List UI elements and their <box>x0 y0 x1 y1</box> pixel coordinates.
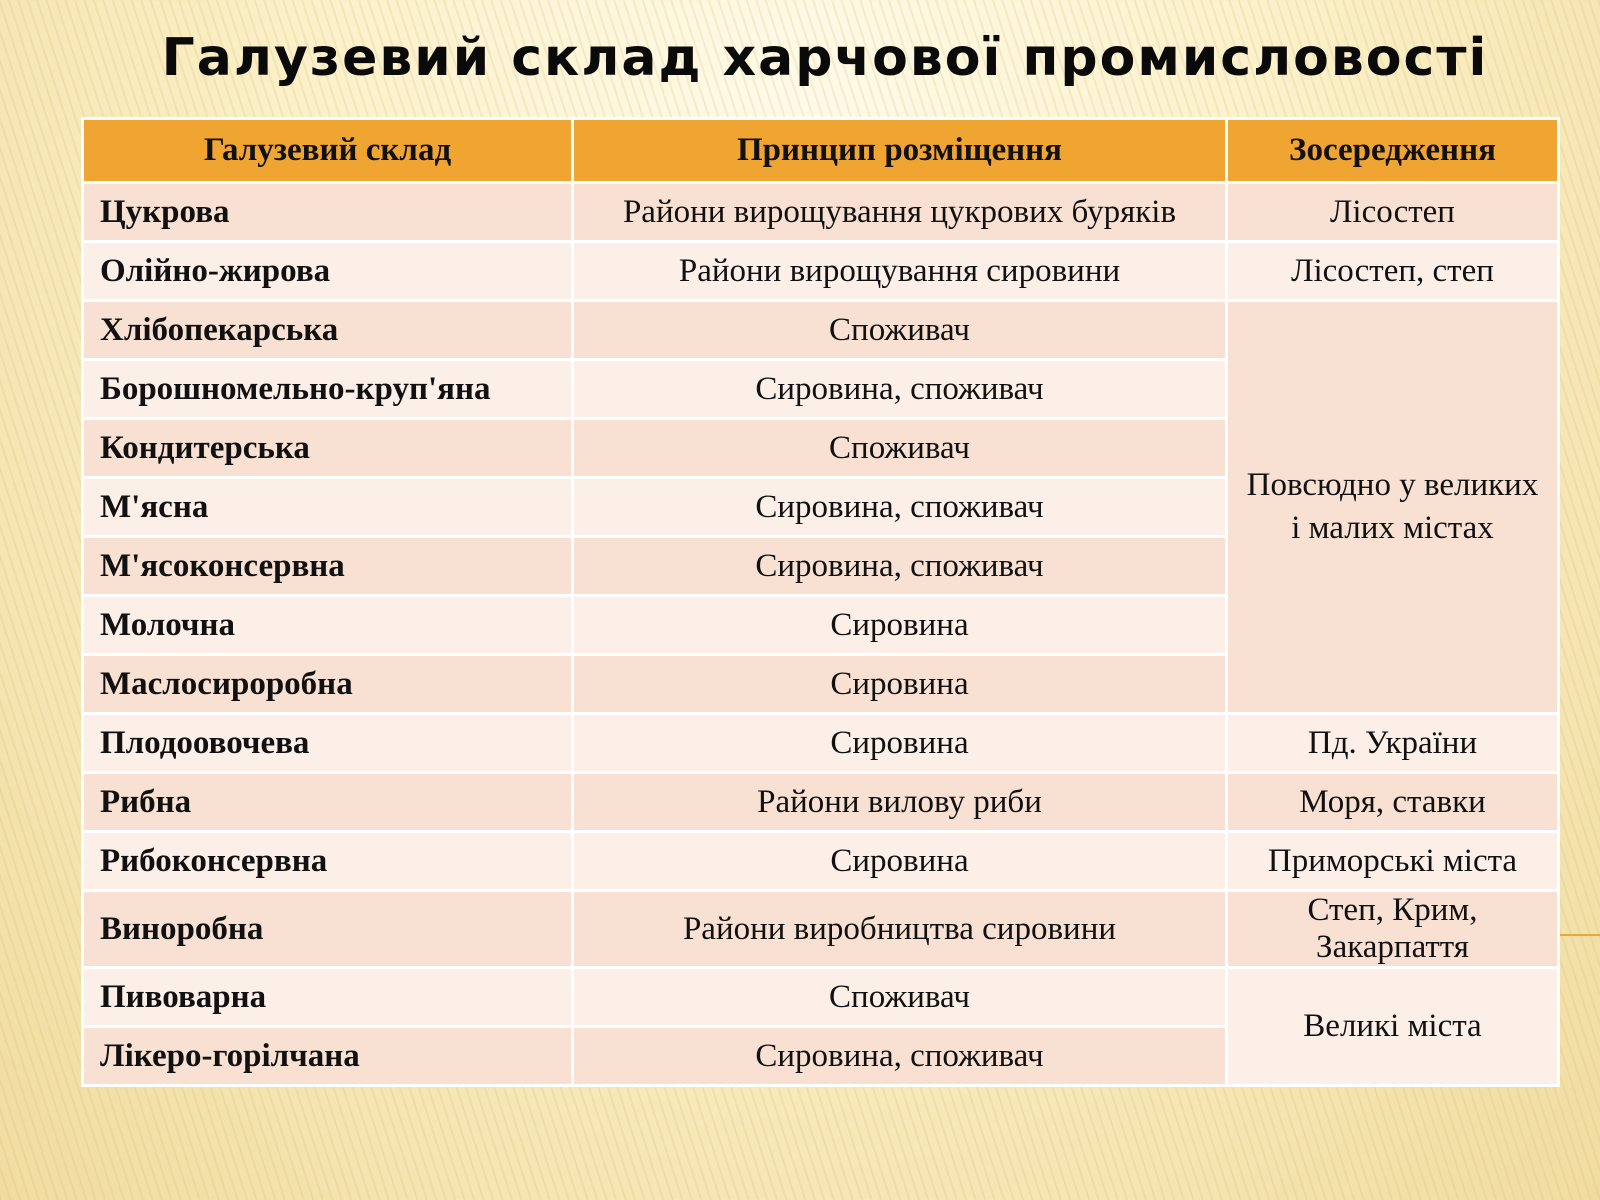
branch-cell: Олійно-жирова <box>83 242 573 301</box>
principle-cell: Сировина, споживач <box>573 478 1227 537</box>
branch-cell: Плодоовочева <box>83 714 573 773</box>
principle-cell: Райони вирощування сировини <box>573 242 1227 301</box>
table-header-row <box>83 119 1559 183</box>
principle-cell: Райони вирощування цукрових буряків <box>573 183 1227 242</box>
concentration-cell: Приморські міста <box>1227 832 1559 891</box>
slide-title: Галузевий склад харчової промисловості <box>161 28 1489 88</box>
concentration-cell-merged: Повсюдно у великих і малих містах <box>1227 301 1559 714</box>
branch-cell: Кондитерська <box>83 419 573 478</box>
principle-cell: Сировина, споживач <box>573 537 1227 596</box>
principle-cell: Сировина <box>573 596 1227 655</box>
principle-cell: Сировина, споживач <box>573 1027 1227 1086</box>
principle-cell: Сировина <box>573 655 1227 714</box>
accent-line <box>1556 934 1600 936</box>
principle-cell: Сировина <box>573 832 1227 891</box>
branch-cell: Виноробна <box>83 891 573 968</box>
table-row <box>83 968 1559 1027</box>
header-concentration: Зосередження <box>1227 119 1559 183</box>
branch-cell: М'ясна <box>83 478 573 537</box>
table-row <box>83 301 1559 360</box>
table-row <box>83 714 1559 773</box>
header-branch: Галузевий склад <box>83 119 573 183</box>
branch-cell: Цукрова <box>83 183 573 242</box>
branch-cell: Хлібопекарська <box>83 301 573 360</box>
table-row <box>83 832 1559 891</box>
principle-cell: Сировина, споживач <box>573 360 1227 419</box>
concentration-cell: Степ, Крим, Закарпаття <box>1227 891 1559 968</box>
branch-cell: Молочна <box>83 596 573 655</box>
table-row <box>83 773 1559 832</box>
table-row <box>83 891 1559 968</box>
branch-cell: Рибоконсервна <box>83 832 573 891</box>
concentration-cell: Пд. України <box>1227 714 1559 773</box>
principle-cell: Споживач <box>573 419 1227 478</box>
table-row <box>83 242 1559 301</box>
concentration-cell-merged: Великі міста <box>1227 968 1559 1086</box>
principle-cell: Сировина <box>573 714 1227 773</box>
table-row <box>83 183 1559 242</box>
branch-cell: Пивоварна <box>83 968 573 1027</box>
industry-table <box>81 117 1560 1087</box>
header-principle: Принцип розміщення <box>573 119 1227 183</box>
concentration-cell: Лісостеп <box>1227 183 1559 242</box>
concentration-cell: Моря, ставки <box>1227 773 1559 832</box>
concentration-cell: Лісостеп, степ <box>1227 242 1559 301</box>
principle-cell: Райони вилову риби <box>573 773 1227 832</box>
branch-cell: Борошномельно-круп'яна <box>83 360 573 419</box>
branch-cell: Лікеро-горілчана <box>83 1027 573 1086</box>
branch-cell: М'ясоконсервна <box>83 537 573 596</box>
principle-cell: Райони виробництва сировини <box>573 891 1227 968</box>
principle-cell: Споживач <box>573 968 1227 1027</box>
branch-cell: Рибна <box>83 773 573 832</box>
branch-cell: Маслосироробна <box>83 655 573 714</box>
principle-cell: Споживач <box>573 301 1227 360</box>
